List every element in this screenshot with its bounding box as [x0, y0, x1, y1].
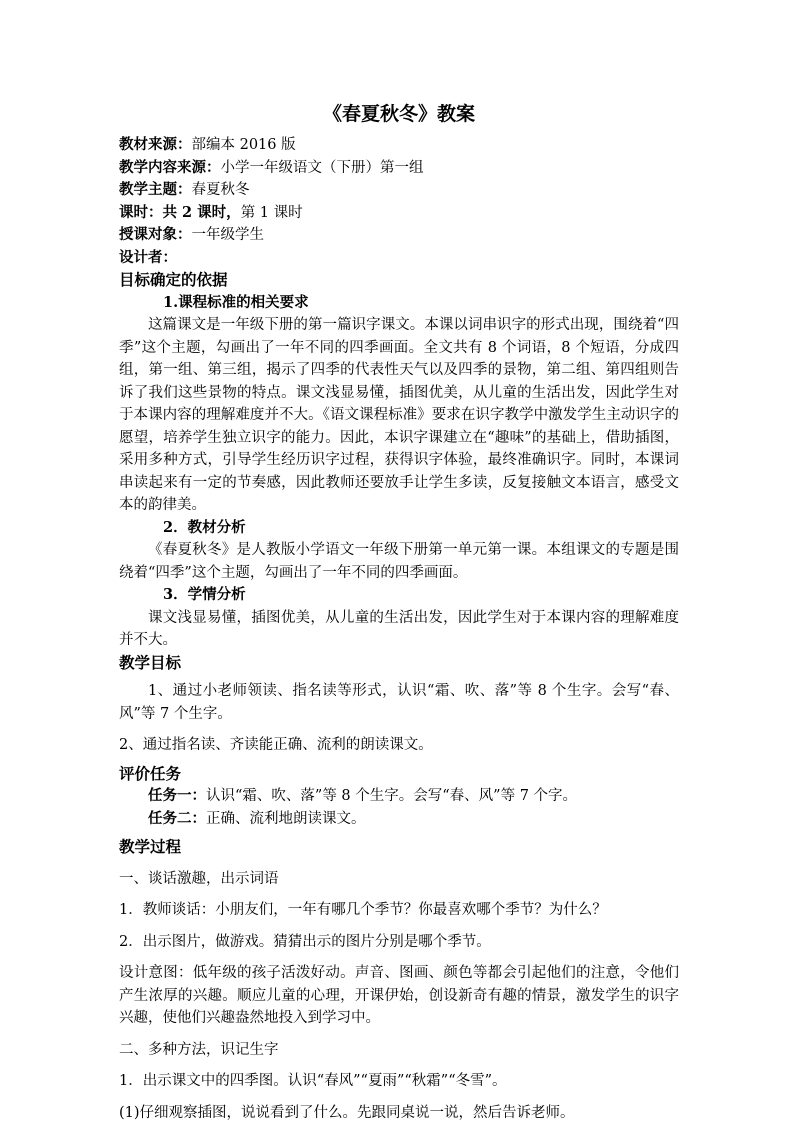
meta-audience-value: 一年级学生 — [192, 227, 265, 243]
meta-hours — [119, 202, 679, 225]
meta-audience — [119, 224, 679, 247]
process-heading: 教学过程 — [119, 836, 679, 859]
document-page — [119, 100, 679, 1124]
process-part1-step1: 1．教师谈话：小朋友们，一年有哪几个季节？你最喜欢哪个季节？为什么？ — [119, 899, 679, 922]
process-part1-step2: 2．出示图片，做游戏。猜猜出示的图片分别是哪个季节。 — [119, 931, 679, 954]
meta-hours-label: 课时：共 2 课时， — [119, 204, 241, 221]
basis-s1-heading: 1.课程标准的相关要求 — [119, 292, 679, 315]
process-part2-heading: 二、多种方法，识记生字 — [119, 1039, 679, 1062]
meta-audience-label: 授课对象： — [119, 226, 192, 243]
basis-heading: 目标确定的依据 — [119, 269, 679, 292]
basis-s3-heading: 3．学情分析 — [119, 584, 679, 607]
meta-theme — [119, 179, 679, 202]
process-part2-step1: 1．出示课文中的四季图。认识“春风”“夏雨”“秋霜”“冬雪”。 — [119, 1070, 679, 1093]
task-2-label: 任务二： — [148, 810, 206, 827]
basis-s2-heading: 2．教材分析 — [119, 517, 679, 540]
meta-content — [119, 157, 679, 180]
task-1 — [119, 785, 679, 808]
goal-2: 2、通过指名读、齐读能正确、流利的朗读课文。 — [119, 734, 679, 757]
goals-heading: 教学目标 — [119, 652, 679, 675]
meta-content-value: 小学一年级语文（下册）第一组 — [221, 160, 424, 176]
basis-s1-text: 这篇课文是一年级下册的第一篇识字课文。本课以词串识字的形式出现，围绕着“四季”这个主题，勾画出了一年不同的四季画面。全文共有 8 个词语，8 个短语，分成四组，第一组、第三组，揭示了四季的代表性天气以及四季的景物，第二组、第四组则告诉了我们这些景物的特点。课文浅显易懂，插图优美，从儿童的生活出发，因此学生对于本课内容的理解难度并不大。《语文课程标准》要求在识字教学中激发学生主动识字的愿望，培养学生独立识字的能力。因此，本识字课建立在“趣味”的基础上，借助插图，采用多种方式，引导学生经历识字过程，获得识字体验，最终准确识字。同时，本课词串读起来有一定的节奏感，因此教师还要放手让学生多读，反复接触文本语言，感受文本的韵律美。 — [119, 314, 679, 517]
basis-s3-text: 课文浅显易懂，插图优美，从儿童的生活出发，因此学生对于本课内容的理解难度并不大。 — [119, 607, 679, 652]
meta-source-label: 教材来源： — [119, 136, 192, 153]
meta-theme-label: 教学主题： — [119, 181, 192, 198]
meta-designer: 设计者： — [119, 247, 679, 270]
meta-source-value: 部编本 2016 版 — [192, 137, 296, 153]
meta-content-label: 教学内容来源： — [119, 159, 221, 176]
meta-theme-value: 春夏秋冬 — [192, 182, 250, 198]
process-part1-heading: 一、谈话激趣，出示词语 — [119, 868, 679, 891]
goal-1: 1、通过小老师领读、指名读等形式，认识“霜、吹、落”等 8 个生字。会写“春、风”等 7 个生字。 — [119, 680, 679, 725]
task-1-label: 任务一： — [148, 787, 206, 804]
meta-source — [119, 134, 679, 157]
task-2-text: 正确、流利地朗读课文。 — [206, 811, 366, 827]
basis-s2-text: 《春夏秋冬》是人教版小学语文一年级下册第一单元第一课。本组课文的专题是围绕着“四季”这个主题，勾画出了一年不同的四季画面。 — [119, 539, 679, 584]
process-part2-step1-sub1: (1)仔细观察插图，说说看到了什么。先跟同桌说一说，然后告诉老师。 — [119, 1102, 679, 1124]
tasks-heading: 评价任务 — [119, 763, 679, 786]
page-title: 《春夏秋冬》教案 — [119, 100, 679, 128]
task-1-text: 认识“霜、吹、落”等 8 个生字。会写“春、风”等 7 个字。 — [206, 788, 577, 804]
process-part1-design: 设计意图：低年级的孩子活泼好动。声音、图画、颜色等都会引起他们的注意，令他们产生浓厚的兴趣。顺应儿童的心理，开课伊始，创设新奇有趣的情景，激发学生的识字兴趣，使他们兴趣盎然地投入到学习中。 — [119, 962, 679, 1030]
task-2 — [119, 808, 679, 831]
meta-hours-value: 第 1 课时 — [241, 205, 303, 221]
